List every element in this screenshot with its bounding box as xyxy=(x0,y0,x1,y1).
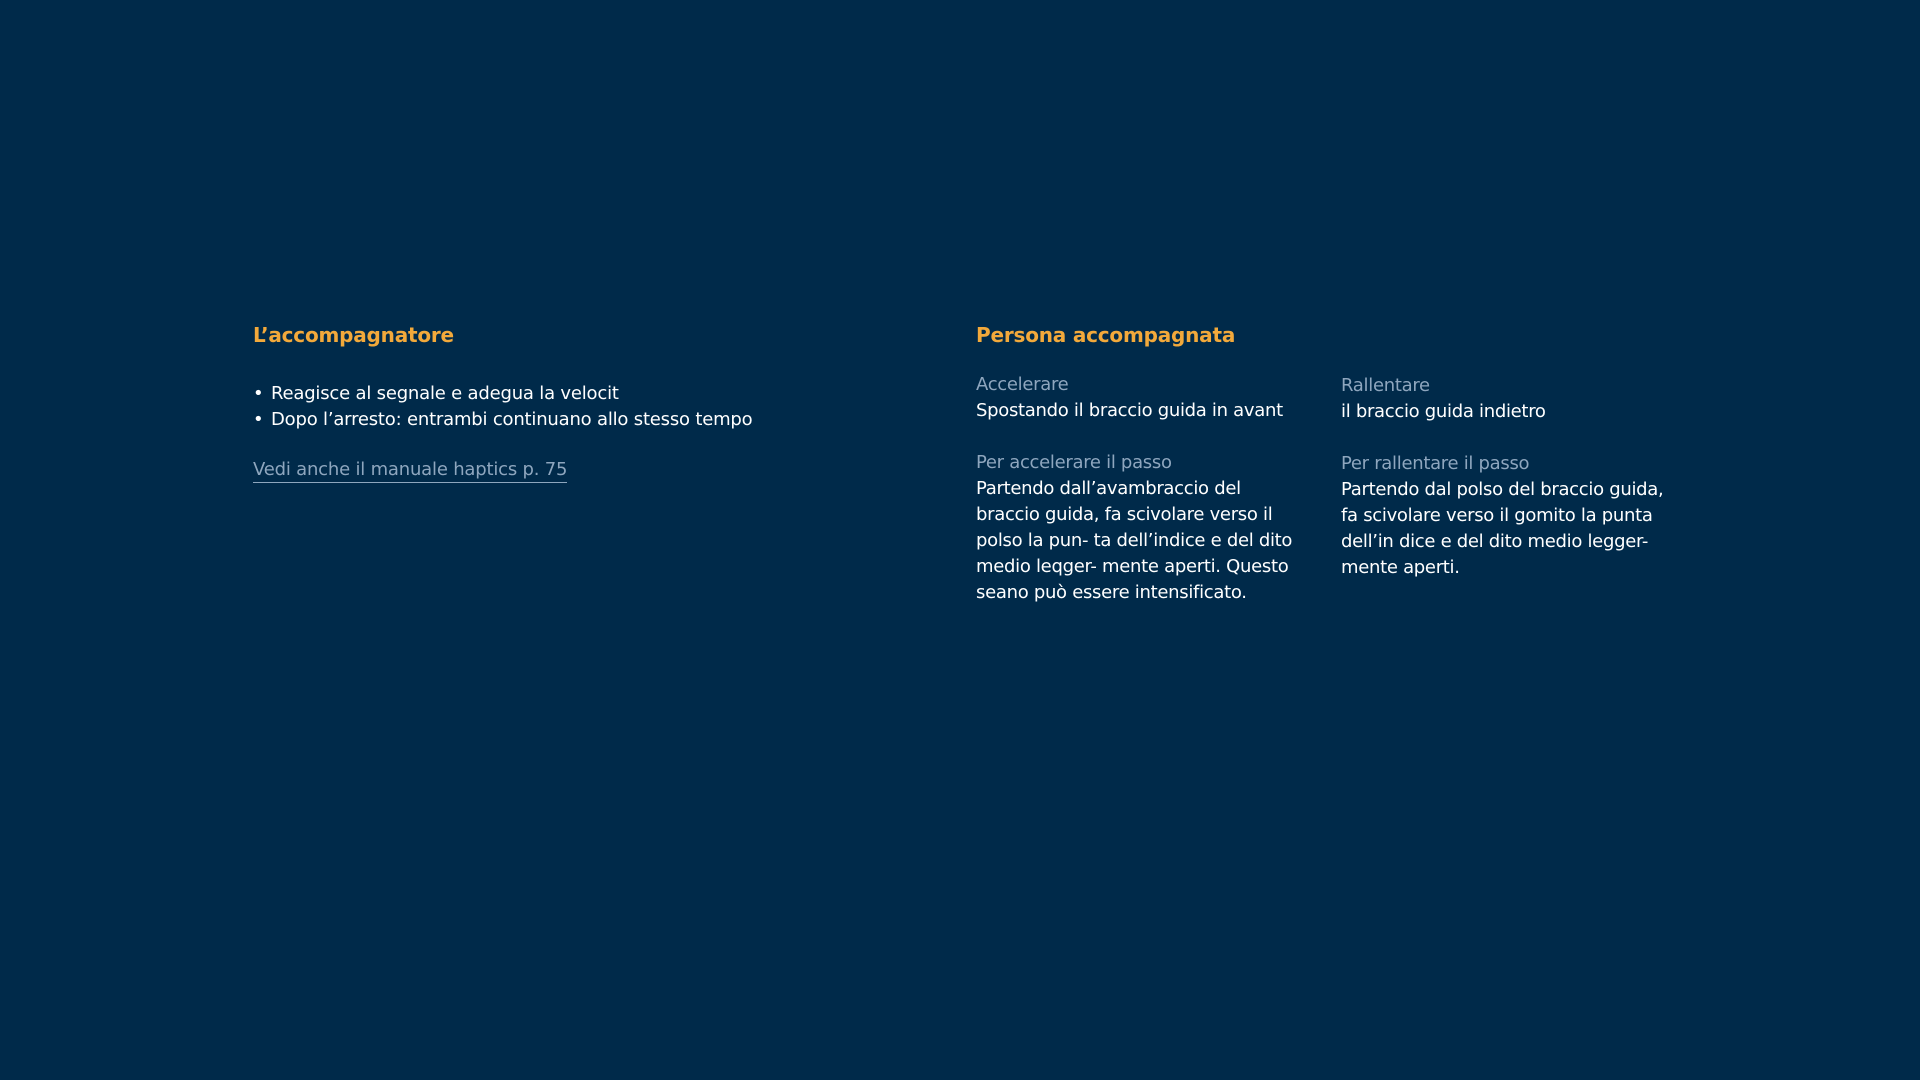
accompanied-person-heading: Persona accompagnata xyxy=(976,323,1236,347)
slow-down-block xyxy=(1341,373,1671,425)
accelerate-text: Spostando il braccio guida in avant xyxy=(976,400,1283,421)
accelerate-label: Accelerare xyxy=(976,374,1069,395)
companion-bullet-list xyxy=(253,381,752,433)
accelerate-pace-text: Partendo dall’avambraccio del braccio guida, fa scivolare verso il polso la pun- ta dell’indice e del dito medio leqger- mente aperti. Questo seano può essere intensificato. xyxy=(976,478,1293,603)
accelerate-pace-block xyxy=(976,450,1306,606)
slow-down-label: Rallentare xyxy=(1341,375,1430,396)
manual-link[interactable]: Vedi anche il manuale haptics p. 75 xyxy=(253,458,567,483)
list-item: • Reagisce al segnale e adegua la velocit xyxy=(253,381,752,407)
slow-pace-text: Partendo dal polso del braccio guida, fa scivolare verso il gomito la punta dell’in dice e del dito medio legger- mente aperti. xyxy=(1341,479,1664,578)
accelerate-pace-label: Per accelerare il passo xyxy=(976,452,1172,473)
slow-pace-label: Per rallentare il passo xyxy=(1341,453,1530,474)
list-item: • Dopo l’arresto: entrambi continuano allo stesso tempo xyxy=(253,407,752,433)
slow-down-text: il braccio guida indietro xyxy=(1341,401,1546,422)
slow-pace-block xyxy=(1341,451,1671,581)
accelerate-block xyxy=(976,372,1306,424)
companion-heading: L’accompagnatore xyxy=(253,323,454,347)
